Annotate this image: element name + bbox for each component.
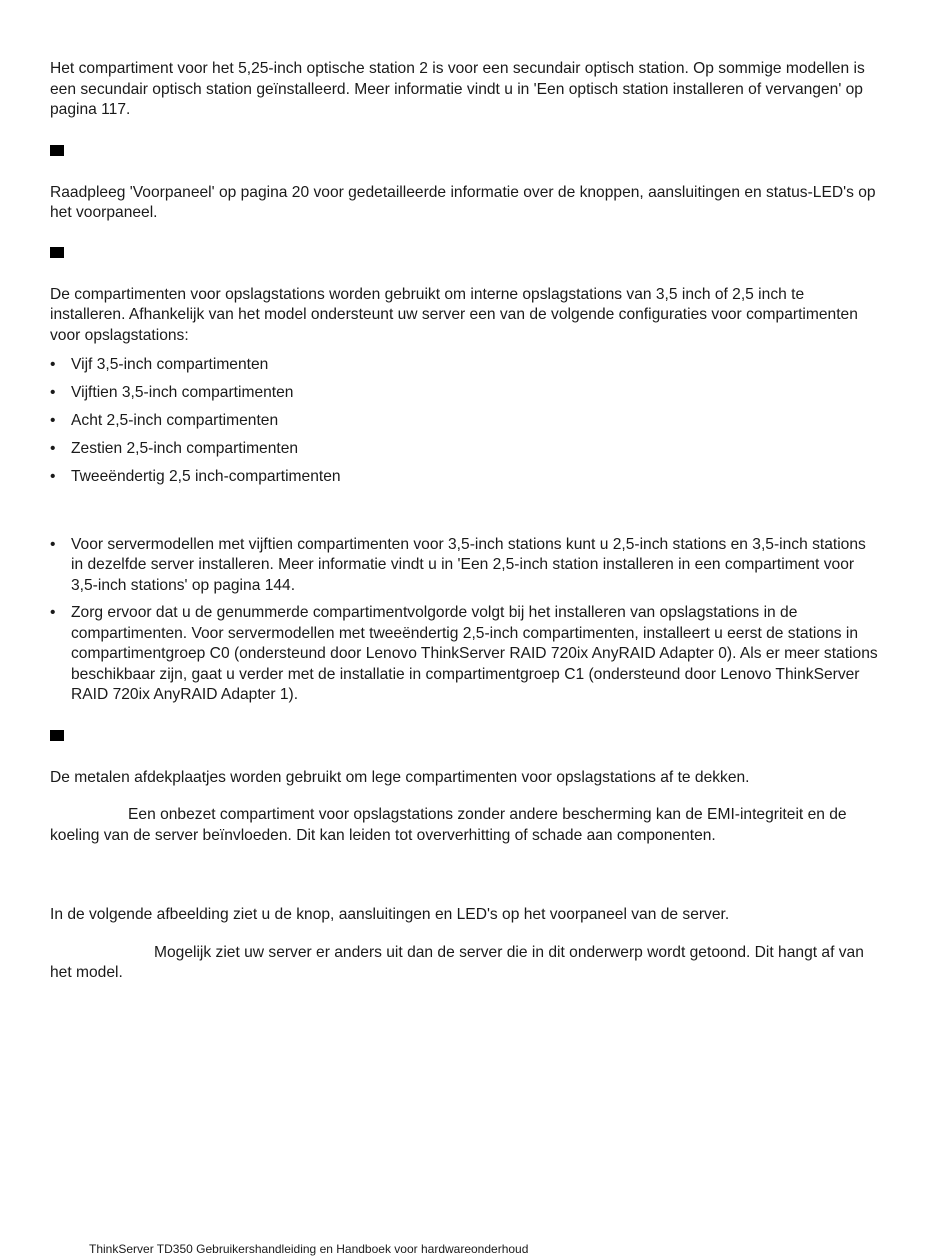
callout-marker-3 [50,730,64,741]
optical-bay-paragraph: Het compartiment voor het 5,25-inch optische station 2 is voor een secundair optisch station. Op sommige modellen is een secundair optisch station geïnstalleerd. Meer informatie vindt u in 'Een optisch station installeren of vervangen' op pagina 117. [50,60,865,118]
callout-marker-2 [50,247,64,258]
list-item: • Vijftien 3,5-inch compartimenten [50,383,880,404]
covers-warning [50,805,880,846]
page-footer: ThinkServer TD350 Gebruikershandleiding en Handboek voor hardwareonderhoud [89,1242,529,1256]
front-view-note [50,943,880,984]
list-item: • Zorg ervoor dat u de genummerde compartimentvolgorde volgt bij het installeren van opslagstations in de compartimenten. Voor servermodellen met tweeëndertig 2,5-inch compartimenten, installeert u eerst de stations in compartimentgroep C0 (ondersteund door Lenovo ThinkServer RAID 720ix AnyRAID Adapter 0). Als er meer stations beschikbaar zijn, gaat u verder met de installatie in compartimentgroep C1 (ondersteund door Lenovo ThinkServer RAID 720ix AnyRAID Adapter 1). [50,603,880,706]
front-panel-paragraph: Raadpleeg 'Voorpaneel' op pagina 20 voor gedetailleerde informatie over de knoppen, aansluitingen en status-LED's op het voorpaneel. [50,183,876,221]
document-page [50,59,880,984]
callout-marker-1 [50,145,64,156]
list-item: • Voor servermodellen met vijftien compartimenten voor 3,5-inch stations kunt u 2,5-inch stations en 3,5-inch stations in dezelfde server installeren. Meer informatie vindt u in 'Een 2,5-inch station installeren in een compartiment voor 3,5-inch stations' op pagina 144. [50,535,880,597]
list-item: • Vijf 3,5-inch compartimenten [50,355,880,376]
storage-bays-paragraph: De compartimenten voor opslagstations worden gebruikt om interne opslagstations van 3,5 inch of 2,5 inch te installeren. Afhankelijk van het model ondersteunt uw server een van de volgende configuraties voor compartimenten voor opslagstations: [50,285,858,344]
list-item: • Acht 2,5-inch compartimenten [50,411,880,432]
front-view-note-text: Mogelijk ziet uw server er anders uit dan de server die in dit onderwerp wordt getoond. Dit hangt af van het model. [50,943,864,981]
covers-paragraph: De metalen afdekplaatjes worden gebruikt om lege compartimenten voor opslagstations af te dekken. [50,768,750,786]
notes-list [50,535,880,706]
list-item: • Zestien 2,5-inch compartimenten [50,439,880,460]
list-item: • Tweeëndertig 2,5 inch-compartimenten [50,467,880,488]
covers-warning-text: Een onbezet compartiment voor opslagstations zonder andere bescherming kan de EMI-integriteit en de koeling van de server beïnvloeden. Dit kan leiden tot oververhitting of schade aan componenten. [50,806,847,844]
front-view-paragraph: In de volgende afbeelding ziet u de knop, aansluitingen en LED's op het voorpaneel van de server. [50,906,730,923]
bay-configuration-list [50,355,880,488]
